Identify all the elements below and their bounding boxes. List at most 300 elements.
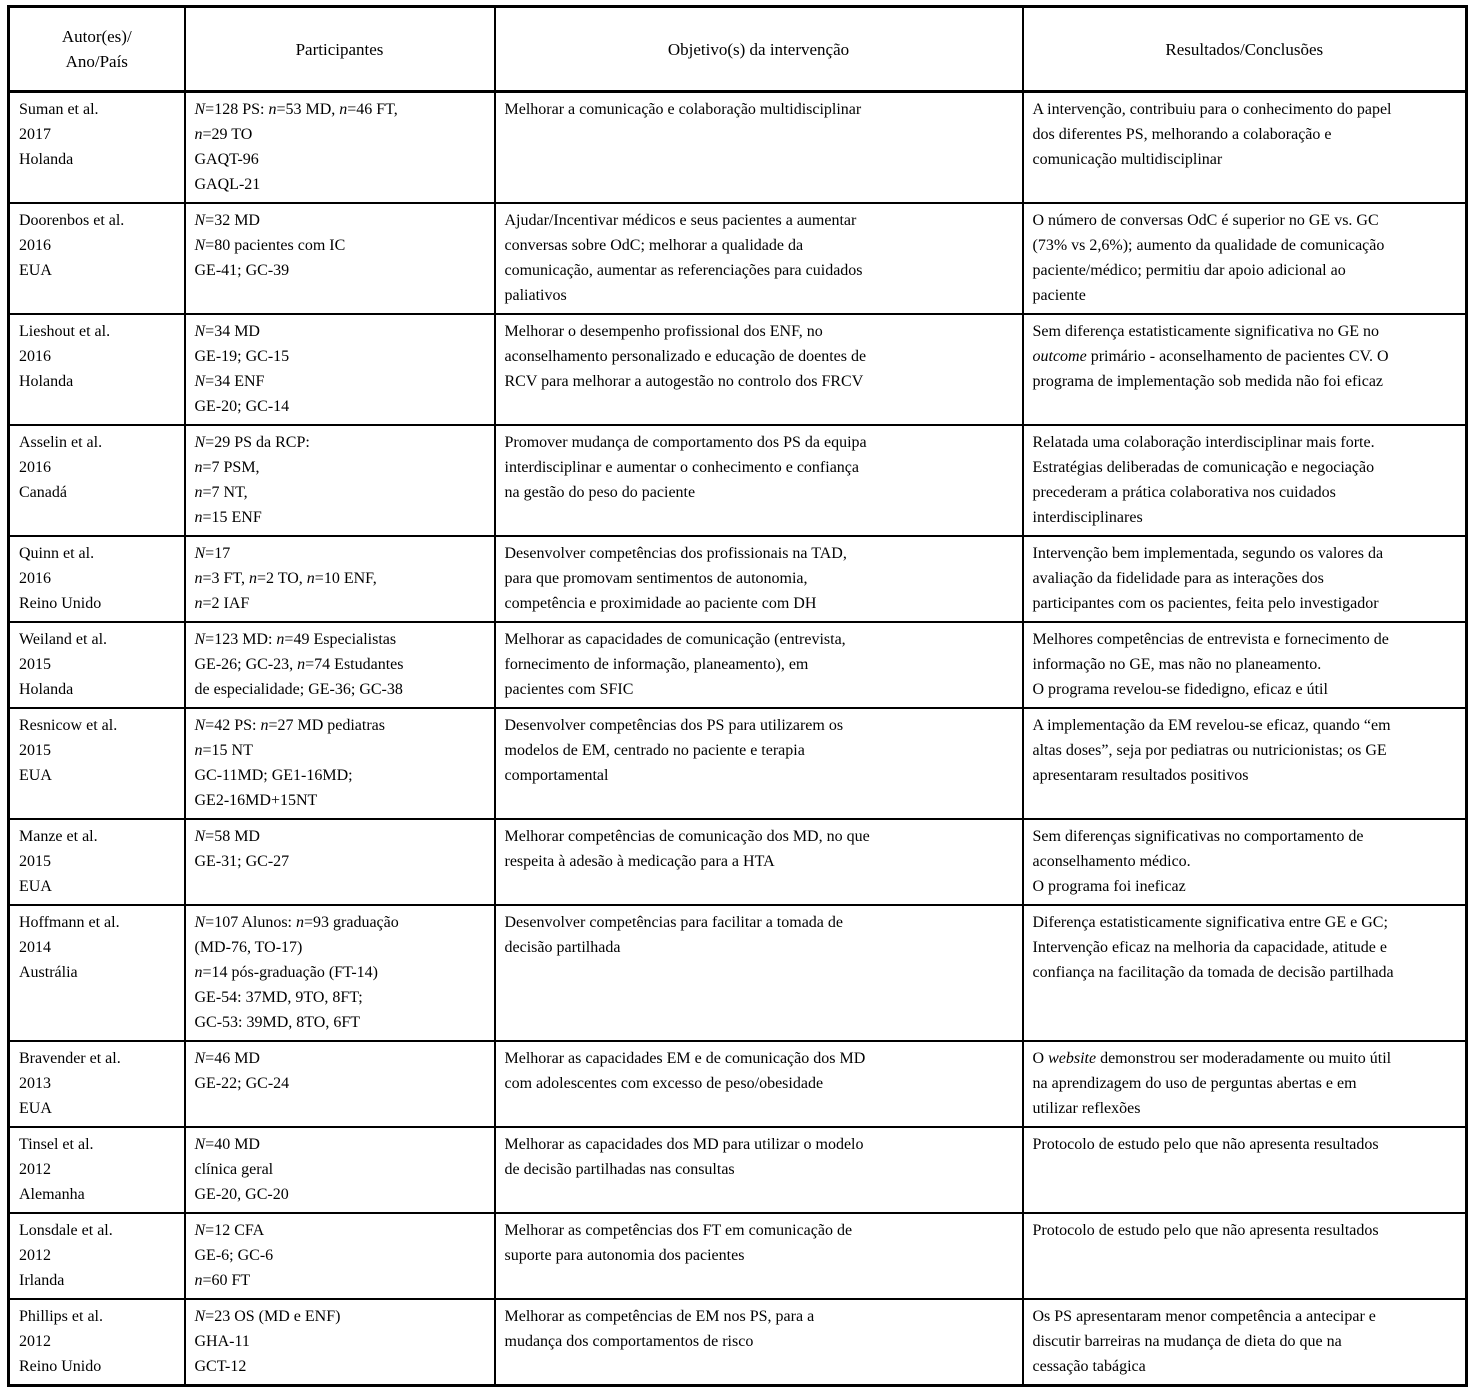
- text-line: [19, 874, 178, 899]
- plain-text: =80 pacientes com IC: [205, 237, 346, 254]
- text-line: [505, 1046, 1016, 1071]
- study-row: [9, 1041, 1467, 1127]
- text-line: [195, 1218, 488, 1243]
- text-line: [195, 430, 488, 455]
- plain-text: comunicação, aumentar as referenciações para cuidados: [504, 262, 863, 279]
- author-cell: [9, 536, 185, 622]
- author-cell: [9, 622, 185, 708]
- results-cell: [1023, 1127, 1467, 1213]
- text-line: [19, 319, 178, 344]
- participants-cell: [185, 622, 495, 708]
- study-row: [9, 203, 1467, 314]
- plain-text: Objetivo(s) da intervenção: [667, 39, 850, 59]
- plain-text: Alemanha: [19, 1186, 85, 1203]
- plain-text: =40 MD: [205, 1136, 260, 1153]
- text-line: [195, 258, 488, 283]
- participants-cell: [185, 1041, 495, 1127]
- systematic-review-table: [7, 5, 1468, 1387]
- plain-text: avaliação da fidelidade para as interações dos: [1032, 570, 1324, 587]
- italic-text: n: [194, 595, 203, 612]
- italic-text: N: [194, 212, 206, 229]
- plain-text: Intervenção bem implementada, segundo os valores da: [1032, 545, 1384, 562]
- plain-text: =34 ENF: [205, 373, 265, 390]
- text-line: [505, 430, 1016, 455]
- text-line: [195, 738, 488, 763]
- plain-text: Intervenção eficaz na melhoria da capacidade, atitude e: [1032, 939, 1387, 956]
- text-line: [1033, 430, 1460, 455]
- header-line: [14, 24, 180, 49]
- plain-text: Diferença estatisticamente significativa entre GE e GC;: [1032, 914, 1388, 931]
- plain-text: =107 Alunos:: [205, 914, 296, 931]
- author-cell: [9, 905, 185, 1041]
- plain-text: GE-31; GC-27: [194, 853, 290, 870]
- author-cell: [9, 1299, 185, 1386]
- plain-text: Asselin et al.: [19, 434, 103, 451]
- plain-text: Ano/País: [65, 52, 128, 71]
- italic-text: N: [194, 1222, 206, 1239]
- plain-text: interdisciplinar e aumentar o conhecimento e confiança: [504, 459, 860, 476]
- plain-text: GE-22; GC-24: [194, 1075, 290, 1092]
- text-line: [195, 935, 488, 960]
- italic-text: N: [194, 717, 206, 734]
- plain-text: Reino Unido: [19, 1358, 102, 1375]
- study-row: [9, 905, 1467, 1041]
- plain-text: =15 ENF: [202, 509, 262, 526]
- plain-text: pacientes com SFIC: [504, 681, 634, 698]
- study-row: [9, 425, 1467, 536]
- plain-text: confiança na facilitação da tomada de decisão partilhada: [1032, 964, 1394, 981]
- plain-text: Resnicow et al.: [19, 717, 118, 734]
- plain-text: GAQL-21: [194, 176, 261, 193]
- plain-text: =14 pós-graduação (FT-14): [202, 964, 378, 981]
- objective-cell: [495, 536, 1023, 622]
- text-line: [195, 369, 488, 394]
- text-line: [505, 627, 1016, 652]
- plain-text: Suman et al.: [19, 101, 99, 118]
- plain-text: =17: [205, 545, 231, 562]
- results-cell: [1023, 905, 1467, 1041]
- plain-text: comunicação multidisciplinar: [1032, 151, 1223, 168]
- italic-text: n: [194, 459, 203, 476]
- objective-cell: [495, 819, 1023, 905]
- results-cell: [1023, 425, 1467, 536]
- plain-text: =46 FT,: [347, 101, 398, 118]
- italic-text: n: [268, 101, 277, 118]
- study-row: [9, 92, 1467, 204]
- plain-text: Melhorar competências de comunicação dos MD, no que: [504, 828, 870, 845]
- text-line: [19, 652, 178, 677]
- text-line: [505, 455, 1016, 480]
- text-line: [19, 1182, 178, 1207]
- plain-text: =29 TO: [202, 126, 253, 143]
- text-line: [195, 1329, 488, 1354]
- plain-text: com adolescentes com excesso de peso/obesidade: [504, 1075, 824, 1092]
- participants-cell: [185, 1299, 495, 1386]
- text-line: [195, 1243, 488, 1268]
- plain-text: aconselhamento personalizado e educação de doentes de: [504, 348, 867, 365]
- table-header: [9, 7, 1467, 92]
- text-line: [195, 172, 488, 197]
- italic-text: N: [194, 323, 206, 340]
- plain-text: =53 MD,: [276, 101, 340, 118]
- plain-text: Desenvolver competências dos profissionais na TAD,: [504, 545, 847, 562]
- text-line: [1033, 1329, 1460, 1354]
- results-cell: [1023, 92, 1467, 204]
- text-line: [1033, 960, 1460, 985]
- column-header-results: [1023, 7, 1467, 92]
- text-line: [19, 1096, 178, 1121]
- text-line: [505, 824, 1016, 849]
- text-line: [19, 1071, 178, 1096]
- plain-text: Hoffmann et al.: [19, 914, 120, 931]
- plain-text: Bravender et al.: [19, 1050, 121, 1067]
- italic-text: N: [194, 373, 206, 390]
- plain-text: GE-20; GC-14: [194, 398, 290, 415]
- text-line: [505, 1329, 1016, 1354]
- plain-text: clínica geral: [194, 1161, 274, 1178]
- plain-text: Holanda: [19, 373, 74, 390]
- text-line: [19, 1354, 178, 1379]
- author-cell: [9, 425, 185, 536]
- italic-text: N: [194, 914, 206, 931]
- text-line: [19, 369, 178, 394]
- study-row: [9, 536, 1467, 622]
- text-line: [19, 738, 178, 763]
- objective-cell: [495, 92, 1023, 204]
- participants-cell: [185, 708, 495, 819]
- text-line: [195, 713, 488, 738]
- italic-text: outcome: [1032, 348, 1087, 365]
- plain-text: GCT-12: [194, 1358, 247, 1375]
- plain-text: (MD-76, TO-17): [194, 939, 303, 956]
- author-cell: [9, 1041, 185, 1127]
- text-line: [505, 910, 1016, 935]
- text-line: [1033, 874, 1460, 899]
- italic-text: n: [194, 742, 203, 759]
- plain-text: mudança dos comportamentos de risco: [504, 1333, 754, 1350]
- text-line: [195, 480, 488, 505]
- plain-text: Resultados/Conclusões: [1165, 39, 1324, 59]
- table-body: [9, 92, 1467, 1386]
- text-line: [19, 1132, 178, 1157]
- plain-text: informação no GE, mas não no planeamento.: [1032, 656, 1322, 673]
- text-line: [195, 319, 488, 344]
- study-row: [9, 1127, 1467, 1213]
- italic-text: n: [194, 1272, 203, 1289]
- study-row: [9, 314, 1467, 425]
- text-line: [1033, 591, 1460, 616]
- plain-text: 2017: [19, 126, 51, 143]
- study-row: [9, 1213, 1467, 1299]
- results-cell: [1023, 1041, 1467, 1127]
- text-line: [19, 455, 178, 480]
- italic-text: n: [306, 570, 315, 587]
- plain-text: Melhores competências de entrevista e fornecimento de: [1032, 631, 1389, 648]
- plain-text: 2016: [19, 459, 51, 476]
- plain-text: Reino Unido: [19, 595, 102, 612]
- text-line: [505, 283, 1016, 308]
- plain-text: Austrália: [19, 964, 78, 981]
- text-line: [505, 1157, 1016, 1182]
- header-line: [190, 37, 490, 62]
- plain-text: GC-53: 39MD, 8TO, 6FT: [194, 1014, 360, 1031]
- text-line: [1033, 1071, 1460, 1096]
- text-line: [19, 1329, 178, 1354]
- text-line: [19, 1243, 178, 1268]
- objective-cell: [495, 203, 1023, 314]
- text-line: [19, 147, 178, 172]
- italic-text: website: [1048, 1050, 1097, 1067]
- plain-text: participantes com os pacientes, feita pelo investigador: [1032, 595, 1379, 612]
- study-row: [9, 708, 1467, 819]
- plain-text: GE-19; GC-15: [194, 348, 290, 365]
- plain-text: 2016: [19, 570, 51, 587]
- author-cell: [9, 314, 185, 425]
- plain-text: =60 FT: [202, 1272, 251, 1289]
- header-line: [1028, 37, 1462, 62]
- plain-text: Os PS apresentaram menor competência a antecipar e: [1032, 1308, 1376, 1325]
- results-cell: [1023, 536, 1467, 622]
- plain-text: GAQT-96: [194, 151, 259, 168]
- text-line: [505, 1304, 1016, 1329]
- plain-text: Phillips et al.: [19, 1308, 103, 1325]
- text-line: [505, 208, 1016, 233]
- text-line: [505, 541, 1016, 566]
- results-cell: [1023, 1299, 1467, 1386]
- text-line: [505, 566, 1016, 591]
- author-cell: [9, 708, 185, 819]
- text-line: [195, 652, 488, 677]
- text-line: [1033, 1046, 1460, 1071]
- objective-cell: [495, 622, 1023, 708]
- plain-text: =128 PS:: [205, 101, 269, 118]
- plain-text: precederam a prática colaborativa nos cuidados: [1032, 484, 1336, 501]
- plain-text: GE2-16MD+15NT: [194, 792, 318, 809]
- plain-text: EUA: [19, 767, 52, 784]
- text-line: [195, 1157, 488, 1182]
- text-line: [505, 713, 1016, 738]
- participants-cell: [185, 425, 495, 536]
- objective-cell: [495, 1041, 1023, 1127]
- results-cell: [1023, 708, 1467, 819]
- text-line: [195, 1132, 488, 1157]
- plain-text: na gestão do peso do paciente: [504, 484, 696, 501]
- text-line: [19, 849, 178, 874]
- objective-cell: [495, 1127, 1023, 1213]
- plain-text: Sem diferença estatisticamente significativa no GE no: [1032, 323, 1380, 340]
- results-cell: [1023, 314, 1467, 425]
- text-line: [19, 97, 178, 122]
- text-line: [195, 541, 488, 566]
- plain-text: Sem diferenças significativas no comportamento de: [1032, 828, 1364, 845]
- header-row: [9, 7, 1467, 92]
- plain-text: O número de conversas OdC é superior no GE vs. GC: [1032, 212, 1379, 229]
- text-line: [1033, 910, 1460, 935]
- results-cell: [1023, 819, 1467, 905]
- text-line: [505, 763, 1016, 788]
- plain-text: Melhorar as capacidades de comunicação (entrevista,: [504, 631, 846, 648]
- plain-text: 2015: [19, 853, 51, 870]
- plain-text: =12 CFA: [205, 1222, 265, 1239]
- plain-text: Participantes: [295, 39, 384, 59]
- text-line: [1033, 627, 1460, 652]
- study-row: [9, 622, 1467, 708]
- plain-text: na aprendizagem do uso de perguntas abertas e em: [1032, 1075, 1357, 1092]
- plain-text: O programa revelou-se fidedigno, eficaz e útil: [1032, 681, 1328, 698]
- plain-text: Protocolo de estudo pelo que não apresenta resultados: [1032, 1136, 1379, 1153]
- italic-text: N: [194, 434, 206, 451]
- text-line: [505, 1071, 1016, 1096]
- plain-text: de decisão partilhadas nas consultas: [504, 1161, 735, 1178]
- column-header-objective: [495, 7, 1023, 92]
- text-line: [195, 233, 488, 258]
- header-line: [500, 37, 1018, 62]
- plain-text: decisão partilhada: [504, 939, 621, 956]
- text-line: [195, 147, 488, 172]
- plain-text: competência e proximidade ao paciente com DH: [504, 595, 817, 612]
- plain-text: O: [1032, 1050, 1049, 1067]
- plain-text: =7 PSM,: [202, 459, 260, 476]
- plain-text: Lonsdale et al.: [19, 1222, 113, 1239]
- text-line: [1033, 677, 1460, 702]
- plain-text: Quinn et al.: [19, 545, 95, 562]
- plain-text: 2012: [19, 1333, 51, 1350]
- text-line: [19, 677, 178, 702]
- plain-text: =58 MD: [205, 828, 260, 845]
- plain-text: GE-6; GC-6: [194, 1247, 274, 1264]
- text-line: [1033, 283, 1460, 308]
- plain-text: Desenvolver competências para facilitar a tomada de: [504, 914, 843, 931]
- text-line: [195, 960, 488, 985]
- plain-text: respeita à adesão à medicação para a HTA: [504, 853, 775, 870]
- text-line: [195, 1354, 488, 1379]
- plain-text: =7 NT,: [202, 484, 248, 501]
- plain-text: Irlanda: [19, 1272, 65, 1289]
- italic-text: n: [194, 126, 203, 143]
- text-line: [1033, 849, 1460, 874]
- plain-text: Desenvolver competências dos PS para utilizarem os: [504, 717, 844, 734]
- plain-text: 2015: [19, 656, 51, 673]
- italic-text: n: [194, 964, 203, 981]
- plain-text: 2016: [19, 237, 51, 254]
- plain-text: =10 ENF,: [314, 570, 377, 587]
- italic-text: n: [295, 914, 304, 931]
- text-line: [195, 627, 488, 652]
- text-line: [195, 505, 488, 530]
- text-line: [195, 985, 488, 1010]
- italic-text: n: [260, 717, 269, 734]
- text-line: [195, 824, 488, 849]
- text-line: [195, 1010, 488, 1035]
- plain-text: GHA-11: [194, 1333, 250, 1350]
- text-line: [19, 1157, 178, 1182]
- text-line: [195, 591, 488, 616]
- plain-text: GE-20, GC-20: [194, 1186, 289, 1203]
- text-line: [1033, 935, 1460, 960]
- plain-text: O programa foi ineficaz: [1032, 878, 1186, 895]
- text-line: [1033, 455, 1460, 480]
- plain-text: Weiland et al.: [19, 631, 108, 648]
- text-line: [195, 455, 488, 480]
- text-line: [1033, 824, 1460, 849]
- plain-text: Melhorar as competências de EM nos PS, para a: [504, 1308, 815, 1325]
- text-line: [1033, 344, 1460, 369]
- plain-text: Protocolo de estudo pelo que não apresenta resultados: [1032, 1222, 1379, 1239]
- text-line: [19, 1046, 178, 1071]
- text-line: [1033, 369, 1460, 394]
- author-cell: [9, 1127, 185, 1213]
- author-cell: [9, 203, 185, 314]
- text-line: [195, 677, 488, 702]
- text-line: [1033, 1304, 1460, 1329]
- italic-text: N: [194, 1136, 206, 1153]
- text-line: [1033, 541, 1460, 566]
- plain-text: =27 MD pediatras: [268, 717, 385, 734]
- participants-cell: [185, 314, 495, 425]
- plain-text: =32 MD: [205, 212, 260, 229]
- text-line: [505, 319, 1016, 344]
- text-line: [505, 258, 1016, 283]
- text-line: [195, 788, 488, 813]
- participants-cell: [185, 92, 495, 204]
- plain-text: cessação tabágica: [1032, 1358, 1146, 1375]
- plain-text: =123 MD:: [205, 631, 277, 648]
- text-line: [1033, 258, 1460, 283]
- study-row: [9, 1299, 1467, 1386]
- text-line: [19, 591, 178, 616]
- objective-cell: [495, 708, 1023, 819]
- italic-text: N: [194, 1050, 206, 1067]
- plain-text: de especialidade; GE-36; GC-38: [194, 681, 403, 698]
- plain-text: (73% vs 2,6%); aumento da qualidade de comunicação: [1032, 237, 1385, 254]
- objective-cell: [495, 425, 1023, 536]
- participants-cell: [185, 905, 495, 1041]
- text-line: [505, 652, 1016, 677]
- plain-text: 2014: [19, 939, 51, 956]
- text-line: [1033, 480, 1460, 505]
- plain-text: =3 FT,: [202, 570, 250, 587]
- text-line: [1033, 97, 1460, 122]
- text-line: [19, 1304, 178, 1329]
- objective-cell: [495, 314, 1023, 425]
- participants-cell: [185, 536, 495, 622]
- text-line: [195, 566, 488, 591]
- text-line: [1033, 233, 1460, 258]
- plain-text: fornecimento de informação, planeamento), em: [504, 656, 809, 673]
- plain-text: Melhorar a comunicação e colaboração multidisciplinar: [504, 101, 862, 118]
- plain-text: Manze et al.: [19, 828, 98, 845]
- author-cell: [9, 92, 185, 204]
- plain-text: EUA: [19, 878, 52, 895]
- objective-cell: [495, 905, 1023, 1041]
- italic-text: n: [339, 101, 348, 118]
- text-line: [19, 1218, 178, 1243]
- plain-text: 2015: [19, 742, 51, 759]
- plain-text: comportamental: [504, 767, 609, 784]
- participants-cell: [185, 1213, 495, 1299]
- plain-text: Holanda: [19, 681, 74, 698]
- study-row: [9, 819, 1467, 905]
- text-line: [195, 1046, 488, 1071]
- text-line: [19, 258, 178, 283]
- plain-text: Canadá: [19, 484, 67, 501]
- italic-text: N: [194, 101, 206, 118]
- text-line: [19, 1268, 178, 1293]
- text-line: [195, 1268, 488, 1293]
- text-line: [19, 208, 178, 233]
- italic-text: N: [194, 237, 206, 254]
- column-header-participants: [185, 7, 495, 92]
